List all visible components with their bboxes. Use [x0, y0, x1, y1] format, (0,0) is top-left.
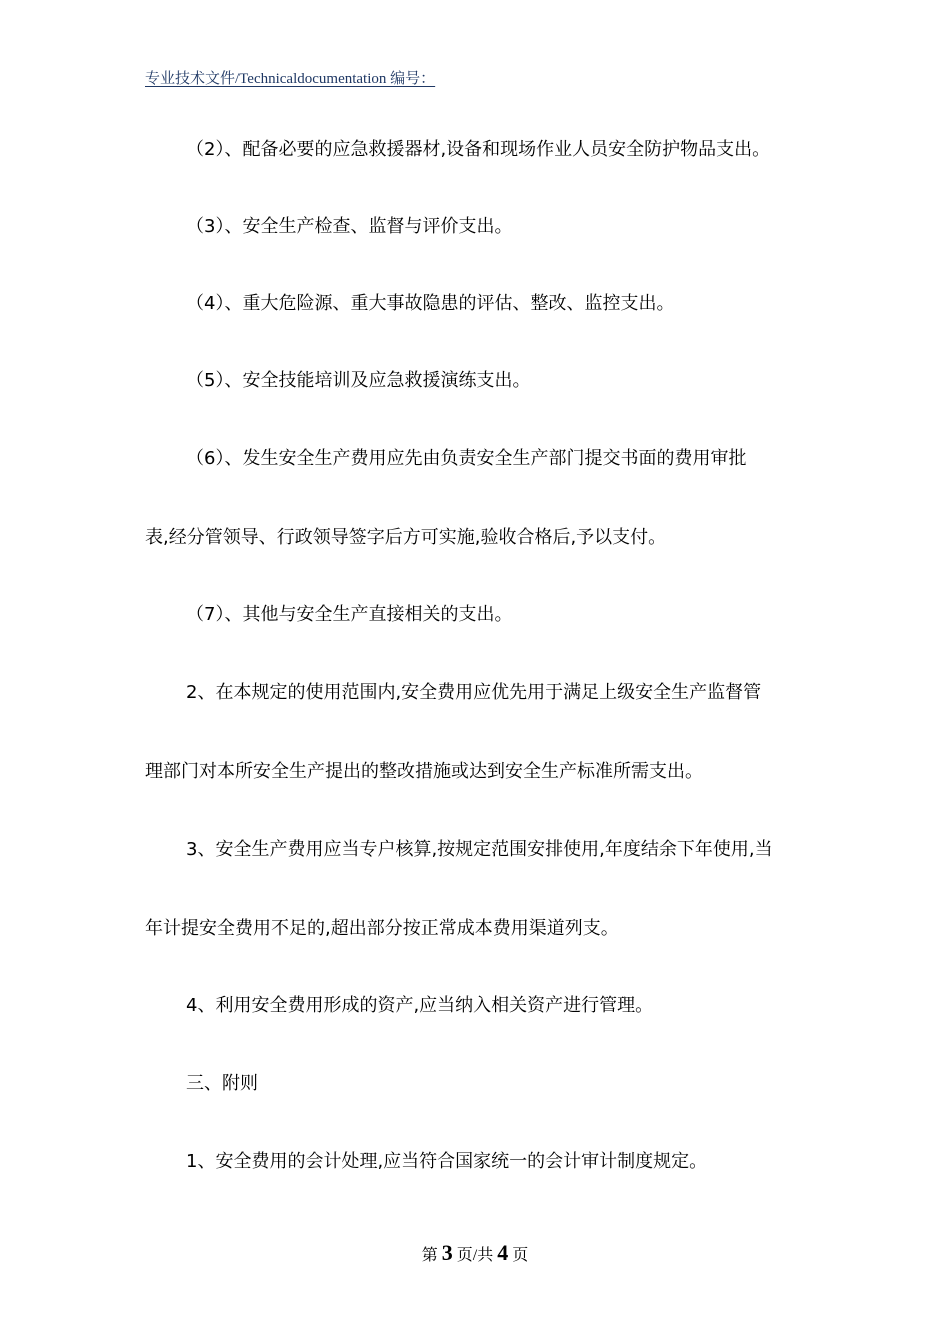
body-line-1: （2）、配备必要的应急救援器材,设备和现场作业人员安全防护物品支出。 — [186, 139, 771, 160]
footer-middle: 页/共 — [456, 1247, 494, 1264]
body-line-9: 理部门对本所安全生产提出的整改措施或达到安全生产标准所需支出。 — [145, 761, 703, 782]
footer-prefix: 第 — [421, 1247, 438, 1264]
footer-suffix: 页 — [512, 1247, 529, 1264]
document-header: 专业技术文件/Technicaldocumentation 编号： — [145, 71, 436, 87]
body-line-5: （6）、发生安全生产费用应先由负责安全生产部门提交书面的费用审批 — [186, 448, 747, 469]
body-line-2: （3）、安全生产检查、监督与评价支出。 — [186, 216, 513, 237]
body-line-12: 4、利用安全费用形成的资产,应当纳入相关资产进行管理。 — [186, 995, 654, 1016]
section-heading-appendix: 三、附则 — [186, 1073, 258, 1094]
total-page-number: 4 — [497, 1240, 509, 1265]
page-footer — [0, 1240, 950, 1266]
body-line-10: 3、安全生产费用应当专户核算,按规定范围安排使用,年度结余下年使用,当 — [186, 839, 773, 860]
body-line-14: 1、安全费用的会计处理,应当符合国家统一的会计审计制度规定。 — [186, 1151, 708, 1172]
body-line-4: （5）、安全技能培训及应急救援演练支出。 — [186, 370, 531, 391]
current-page-number: 3 — [441, 1240, 453, 1265]
body-line-11: 年计提安全费用不足的,超出部分按正常成本费用渠道列支。 — [145, 918, 619, 939]
body-line-7: （7）、其他与安全生产直接相关的支出。 — [186, 604, 513, 625]
body-line-8: 2、在本规定的使用范围内,安全费用应优先用于满足上级安全生产监督管 — [186, 682, 762, 703]
body-line-3: （4）、重大危险源、重大事故隐患的评估、整改、监控支出。 — [186, 293, 675, 314]
body-line-6: 表,经分管领导、行政领导签字后方可实施,验收合格后,予以支付。 — [145, 527, 667, 548]
